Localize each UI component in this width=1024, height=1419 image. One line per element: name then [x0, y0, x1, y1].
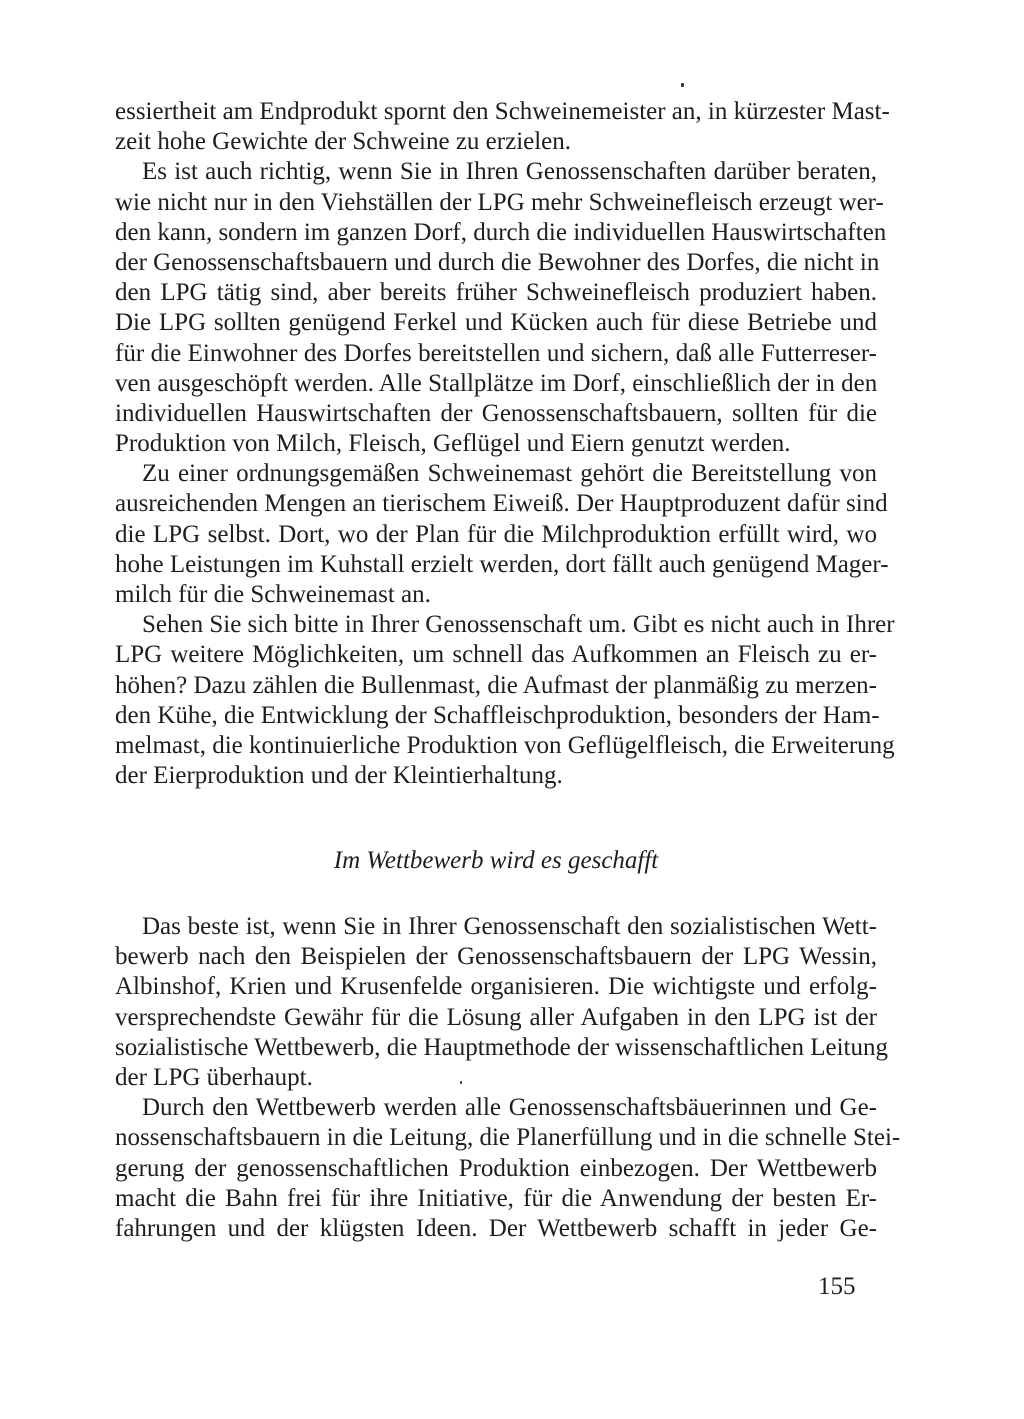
- text-line: Sehen Sie sich bitte in Ihrer Genossenschaft um. Gibt es nicht auch in Ihrer: [142, 611, 895, 639]
- text-line: milch für die Schweinemast an.: [115, 581, 431, 608]
- text-line: der LPG überhaupt.: [115, 1063, 313, 1091]
- text-line: ausreichenden Mengen an tierischem Eiweiß. Der Hauptproduzent dafür sind: [115, 490, 888, 518]
- text-line: wie nicht nur in den Viehställen der LPG mehr Schweinefleisch erzeugt wer-: [115, 188, 884, 216]
- text-line: bewerb nach den Beispielen der Genossenschaftsbauern der LPG Wessin,: [115, 943, 877, 971]
- text-line: den Kühe, die Entwicklung der Schaffleischproduktion, besonders der Ham-: [115, 701, 880, 729]
- text-line: versprechendste Gewähr für die Lösung aller Aufgaben in den LPG ist der: [115, 1003, 877, 1031]
- text-line: Zu einer ordnungsgemäßen Schweinemast gehört die Bereitstellung von: [142, 460, 877, 488]
- text-line: fahrungen und der klügsten Ideen. Der Wettbewerb schafft in jeder Ge-: [115, 1214, 877, 1242]
- text-line: Durch den Wettbewerb werden alle Genossenschaftsbäuerinnen und Ge-: [142, 1094, 877, 1122]
- text-line: essiertheit am Endprodukt spornt den Schweinemeister an, in kürzester Mast-: [115, 98, 890, 125]
- text-line: gerung der genossenschaftlichen Produktion einbezogen. Der Wettbewerb: [115, 1154, 877, 1182]
- text-line: den LPG tätig sind, aber bereits früher Schweinefleisch produziert haben.: [115, 279, 877, 307]
- text-line: der Eierproduktion und der Kleintierhaltung.: [115, 762, 563, 790]
- text-line: nossenschaftsbauern in die Leitung, die Planerfüllung und in die schnelle Stei-: [115, 1124, 901, 1152]
- text-line: Das beste ist, wenn Sie in Ihrer Genossenschaft den sozialistischen Wett-: [142, 913, 877, 940]
- text-line: zeit hohe Gewichte der Schweine zu erzielen.: [115, 128, 572, 156]
- text-line: LPG weitere Möglichkeiten, um schnell das Aufkommen an Fleisch zu er-: [115, 641, 877, 669]
- text-line: ven ausgeschöpft werden. Alle Stallplätze im Dorf, einschließlich der in den: [115, 369, 878, 397]
- section-heading: Im Wettbewerb wird es geschafft: [333, 847, 659, 874]
- text-line: Die LPG sollten genügend Ferkel und Kücken auch für diese Betriebe und: [115, 309, 877, 337]
- scan-speck: [460, 1081, 462, 1084]
- text-line: sozialistische Wettbewerb, die Hauptmethode der wissenschaftlichen Leitung: [115, 1033, 888, 1061]
- text-block-lower: [115, 912, 901, 1244]
- text-line: höhen? Dazu zählen die Bullenmast, die Aufmast der planmäßig zu merzen-: [115, 671, 877, 699]
- text-line: melmast, die kontinuierliche Produktion von Geflügelfleisch, die Erweiterung: [115, 731, 895, 759]
- text-line: hohe Leistungen im Kuhstall erzielt werden, dort fällt auch genügend Mager-: [115, 550, 889, 578]
- text-line: Albinshof, Krien und Krusenfelde organisieren. Die wichtigste und erfolg-: [115, 973, 877, 1001]
- text-block-upper: [115, 97, 895, 791]
- text-line: Produktion von Milch, Fleisch, Geflügel und Eiern genutzt werden.: [115, 430, 791, 458]
- text-line: macht die Bahn frei für ihre Initiative, für die Anwendung der besten Er-: [115, 1184, 877, 1212]
- text-line: Es ist auch richtig, wenn Sie in Ihren Genossenschaften darüber beraten,: [142, 158, 877, 186]
- scan-speck: [681, 83, 684, 87]
- text-line: der Genossenschaftsbauern und durch die Bewohner des Dorfes, die nicht in: [115, 248, 880, 276]
- text-line: den kann, sondern im ganzen Dorf, durch die individuellen Hauswirtschaften: [115, 218, 887, 246]
- text-line: die LPG selbst. Dort, wo der Plan für die Milchproduktion erfüllt wird, wo: [115, 520, 877, 548]
- text-line: individuellen Hauswirtschaften der Genossenschaftsbauern, sollten für die: [115, 399, 877, 427]
- page-number: 155: [818, 1273, 856, 1300]
- text-line: für die Einwohner des Dorfes bereitstellen und sichern, daß alle Futterreser-: [115, 339, 877, 367]
